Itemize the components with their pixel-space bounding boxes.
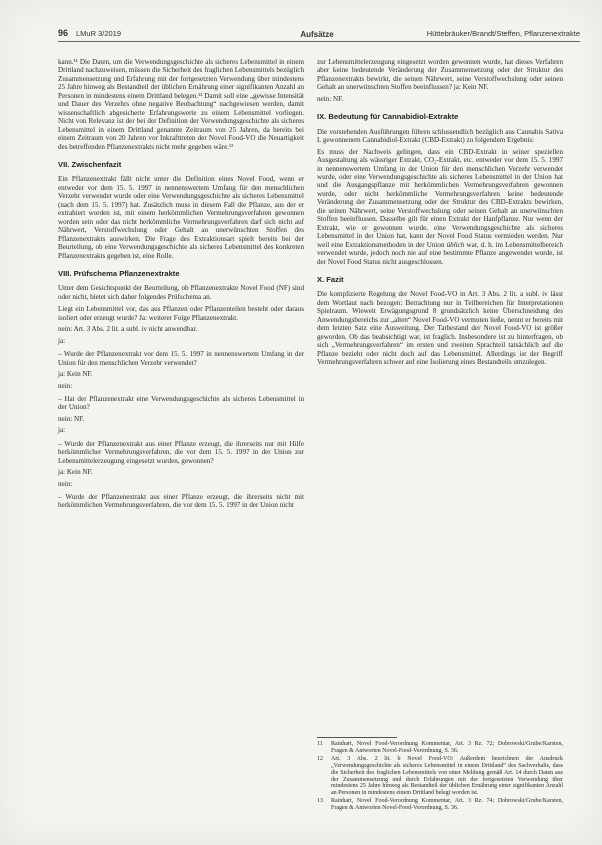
paragraph-x: Die komplizierte Regelung der Novel Food-VO in Art. 3 Abs. 2 lit. a subl. iv lässt dem Wortlaut nach bezogen: Betrachtung nur in Teilbereichen für Interpretationen Spielraum. Wieweit Erwägungsgrund 8 grundsätzlich keine Überschneidung des Anwendungsbereichs zur „alten“ Novel Food-VO vermuten ließe, nennt er bereits mit dem letzten Satz eine Ausweitung. Der Tatbestand der Novel Food-VO ist größer geworden. Ob das beabsichtigt war, ist fraglich. Insbesondere ist zu hinterfragen, ob sich „Vermehrungsverfahren“ im ersten und zweiten Sprachteil tatsächlich auf die Pflanze bezieht oder nicht doch auf das Lebensmittel. Allerdings ist der Begriff Vermehrungsverfahren schwer auf eine Isolierung eines Bestandteils umzulegen. (317, 290, 563, 367)
footnote-number: 11 (317, 741, 323, 747)
right-column (317, 58, 563, 367)
running-header (58, 28, 580, 42)
footnote-number: 13 (317, 798, 323, 805)
header-rule (58, 41, 580, 42)
footnote-rule (317, 737, 397, 738)
scheme-step-3-ja: ja: (58, 426, 66, 435)
scheme-step-1-nein: nein: Art. 3 Abs. 2 lit. a subl. iv nicht anwendbar. (58, 325, 198, 334)
footnote-number: 12 (317, 755, 323, 762)
scheme-step-4-ja: ja: Kein NF. (58, 468, 93, 477)
scheme-step-3: – Hat der Pflanzenextrakt eine Verwendungsgeschichte als sicheres Lebensmittel in der Union? (58, 394, 304, 412)
heading-viii: VIII. Prüfschema Pflanzenextrakte (58, 268, 180, 278)
left-column (58, 58, 304, 510)
footnote-text: Rainhart, Novel Food-Verordnung Kommentar, Art. 3 Rz. 72; Dobrowski/Grube/Karsten, Fragen & Antworten Novel-Food-Verordnung, S. 36. (331, 741, 563, 754)
heading-ix: IX. Bedeutung für Cannabidiol-Extrakte (317, 112, 459, 122)
emphasis: üblich (446, 240, 465, 249)
footnotes (317, 737, 563, 813)
scheme-step-1-ja: ja: (58, 336, 66, 345)
footnote (317, 741, 563, 755)
footnote (317, 798, 563, 812)
scheme-step-2-nein: nein: (58, 381, 73, 390)
scheme-continuation: zur Lebensmittelerzeugung eingesetzt worden gewonnen wurde, hat dieses Verfahren aber keine bedeutende Veränderung der Zusammensetzung oder der Struktur des Pflanzenextrakts bewirkt, die seinen Nährwert, seine Verstoffwechslung oder seinen Gehalt an unerwünschten Stoffen beeinflussen? ja: Kein NF. (317, 58, 563, 92)
journal-name: LMuR 3/2019 (76, 29, 122, 38)
heading-vii: VII. Zwischenfazit (58, 159, 122, 169)
scheme-step-3-nein: nein: NF. (58, 414, 85, 423)
paragraph-ix-a: Die vorstehenden Ausführungen führen schlussendlich bezüglich aus Cannabis Sativa L gewonnenem Cannabidiol-Extrakt (CBD-Extrakt) zu folgendem Ergebnis: (317, 127, 563, 145)
scheme-step-5: – Wurde der Pflanzenextrakt aus einer Pflanze erzeugt, die ihrerseits nicht mit herkömmlichen Vermehrungsverfahren, die vor dem 15. 5. 1997 in der Union nicht (58, 493, 304, 510)
section-title: Aufsätze (300, 30, 334, 39)
footnote-text: Art. 3 Abs. 2 lit. b Novel Food-VO: Außerdem bezeichnen der Ausdruck „Verwendungsgeschichte als sicheres Lebensmittel in einem Drittland“ des Sachverhalts, dass die Sicherheit des fraglichen Lebensmittels von einer Meldung gemäß Art. 14 durch Daten aus der Zusammensetzung und durch Erfahrungen mit der fortgesetzten Verwendung über mindestens 25 Jahre hinweg als Bestandteil der üblichen Ernährung einer signifikanten Anzahl an Personen in mindestens einem Drittland belegt worden ist. (331, 755, 563, 797)
intro-paragraph: kann.¹¹ Die Daten, um die Verwendungsgeschichte als sicheres Lebensmittel in einem Drittland nachzuweisen, müssen die Sicherheit des fraglichen Lebensmittels bezüglich Zusammensetzung und Erfahrung mit der fortgesetzten Verwendung über mindestens 25 Jahre hinweg als Bestandteil der üblichen Ernährung einer signifikanten Anzahl an Personen in mindestens einem Drittland belegen.¹² Damit soll eine „gewisse Intensität und Dauer des Verzehrs ohne negative Beobachtung“ nachgewiesen werden, damit wissenschaftlich abgesicherte Erfahrungswerte zu einem Lebensmittel vorliegen. Nicht von Relevanz ist der bei der Definition der Verwendungsgeschichte als sicheres Lebensmittel in einem Drittland genannte Zeitraum von 25 Jahren, da bereits bei einem Zeitraum von 20 Jahren vor Inkrafttreten der Novel Food-VO die Neuartigkeit des betreffenden Pflanzenextrakts nicht mehr gegeben wäre.¹³ (58, 58, 304, 151)
heading-x: X. Fazit (317, 274, 344, 284)
paragraph-ix-b: Es muss der Nachweis gelingen, dass ein CBD-Extrakt in seiner speziellen Ausgestaltung als wässriger Extrakt, CO₂-Extrakt, etc. entweder vor dem 15. 5. 1997 in nennenswertem Umfang in der Union für den menschlichen Verzehr verwendet wurde, oder eine Verwendungsgeschichte als sicheres Lebensmittel in der Union hat und die Ausgangspflanze mit herkömmlichen Vermehrungsverfahren gewonnen wurde, oder nicht herkömmliche Vermehrungsverfahren keine bedeutende Veränderung der Zusammensetzung oder der Struktur des CBD-Extrakts bewirken, die seinen Nährwert, seine Verstoffwechslung oder seinen Gehalt an unerwünschten Stoffen beeinflussen. Dasselbe gilt für einen Extrakt der Hanfpflanze. Nur wenn der Extrakt, wie er gewonnen wurde, eine Verwendungsgeschichte als sicheres Lebensmittel in der Union hat, kann der Novel Food Status vermieden werden. Nur weil eine Extraktionsmethoden in der Union üblich war, d. h. im Lebensmittelbereich verwendet wurde, jedoch noch nie auf eine bestimmte Pflanze angewendet wurde, ist der Novel Food Status nicht ausgeschlossen. (317, 147, 563, 266)
scheme-step-1: Liegt ein Lebensmittel vor, das aus Pflanzen oder Pflanzenteilen besteht oder daraus isoliert oder erzeugt wurde? Ja: weiterer Folge Pflanzenextrakt. (58, 305, 304, 322)
scheme-continuation-nein: nein: NF. (317, 94, 344, 103)
scheme-step-4: – Wurde der Pflanzenextrakt aus einer Pflanze erzeugt, die ihrerseits nur mit Hilfe herkömmlicher Vermehrungsverfahren, die vor dem 15. 5. 1997 in der Union zur Lebensmittelerzeugung eingesetzt wurden, gewonnen? (58, 439, 304, 465)
pruefschema (58, 305, 304, 510)
scheme-step-4-nein: nein: (58, 479, 73, 488)
scheme-step-2-ja: ja: Kein NF. (58, 370, 93, 379)
footnote (317, 756, 563, 797)
paragraph-viii: Unter dem Gesichtspunkt der Beurteilung, ob Pflanzenextrakte Novel Food (NF) sind oder nicht, bietet sich daher folgendes Prüfschema an. (58, 284, 304, 301)
running-authors: Hüttebräuker/Brandt/Steffen, Pflanzenextrakte (426, 29, 580, 38)
scheme-step-2: – Wurde der Pflanzenextrakt vor dem 15. 5. 1997 in nennenswertem Umfang in der Union für den menschlichen Verzehr verwendet? (58, 350, 304, 367)
paragraph-vii: Ein Pflanzenextrakt fällt nicht unter die Definition eines Novel Food, wenn er entweder vor dem 15. 5. 1997 in nennenswertem Umfang für den menschlichen Verzehr verwendet wurde oder eine Verwendungsgeschichte als sicheres Lebensmittel (nach dem 15. 5. 1997) hat. Zusätzlich muss in diesem Fall die Pflanze, aus der er extrahiert worden ist, mit einem herkömmlichen Vermehrungsverfahren gewonnen worden sein oder das nicht herkömmliche Vermehrungsverfahren darf sich nicht auf Nährwert, Verstoffwechslung oder Gehalt an unerwünschten Stoffen des Pflanzenextrakts auswirken. Die Frage des Extraktionsart spielt bereits bei der Beurteilung, ob eine Verwendungsgeschichte als sicheres Lebensmittel des konkreten Pflanzenextrakts gegeben ist, eine Rolle. (58, 175, 304, 260)
page-number: 96 (58, 28, 69, 38)
footnote-text: Rainhart, Novel Food-Verordnung Kommentar, Art. 3 Rz. 74; Dobrowski/Grube/Karsten, Fragen & Antworten Novel-Food-Verordnung, S. 36. (331, 798, 563, 812)
